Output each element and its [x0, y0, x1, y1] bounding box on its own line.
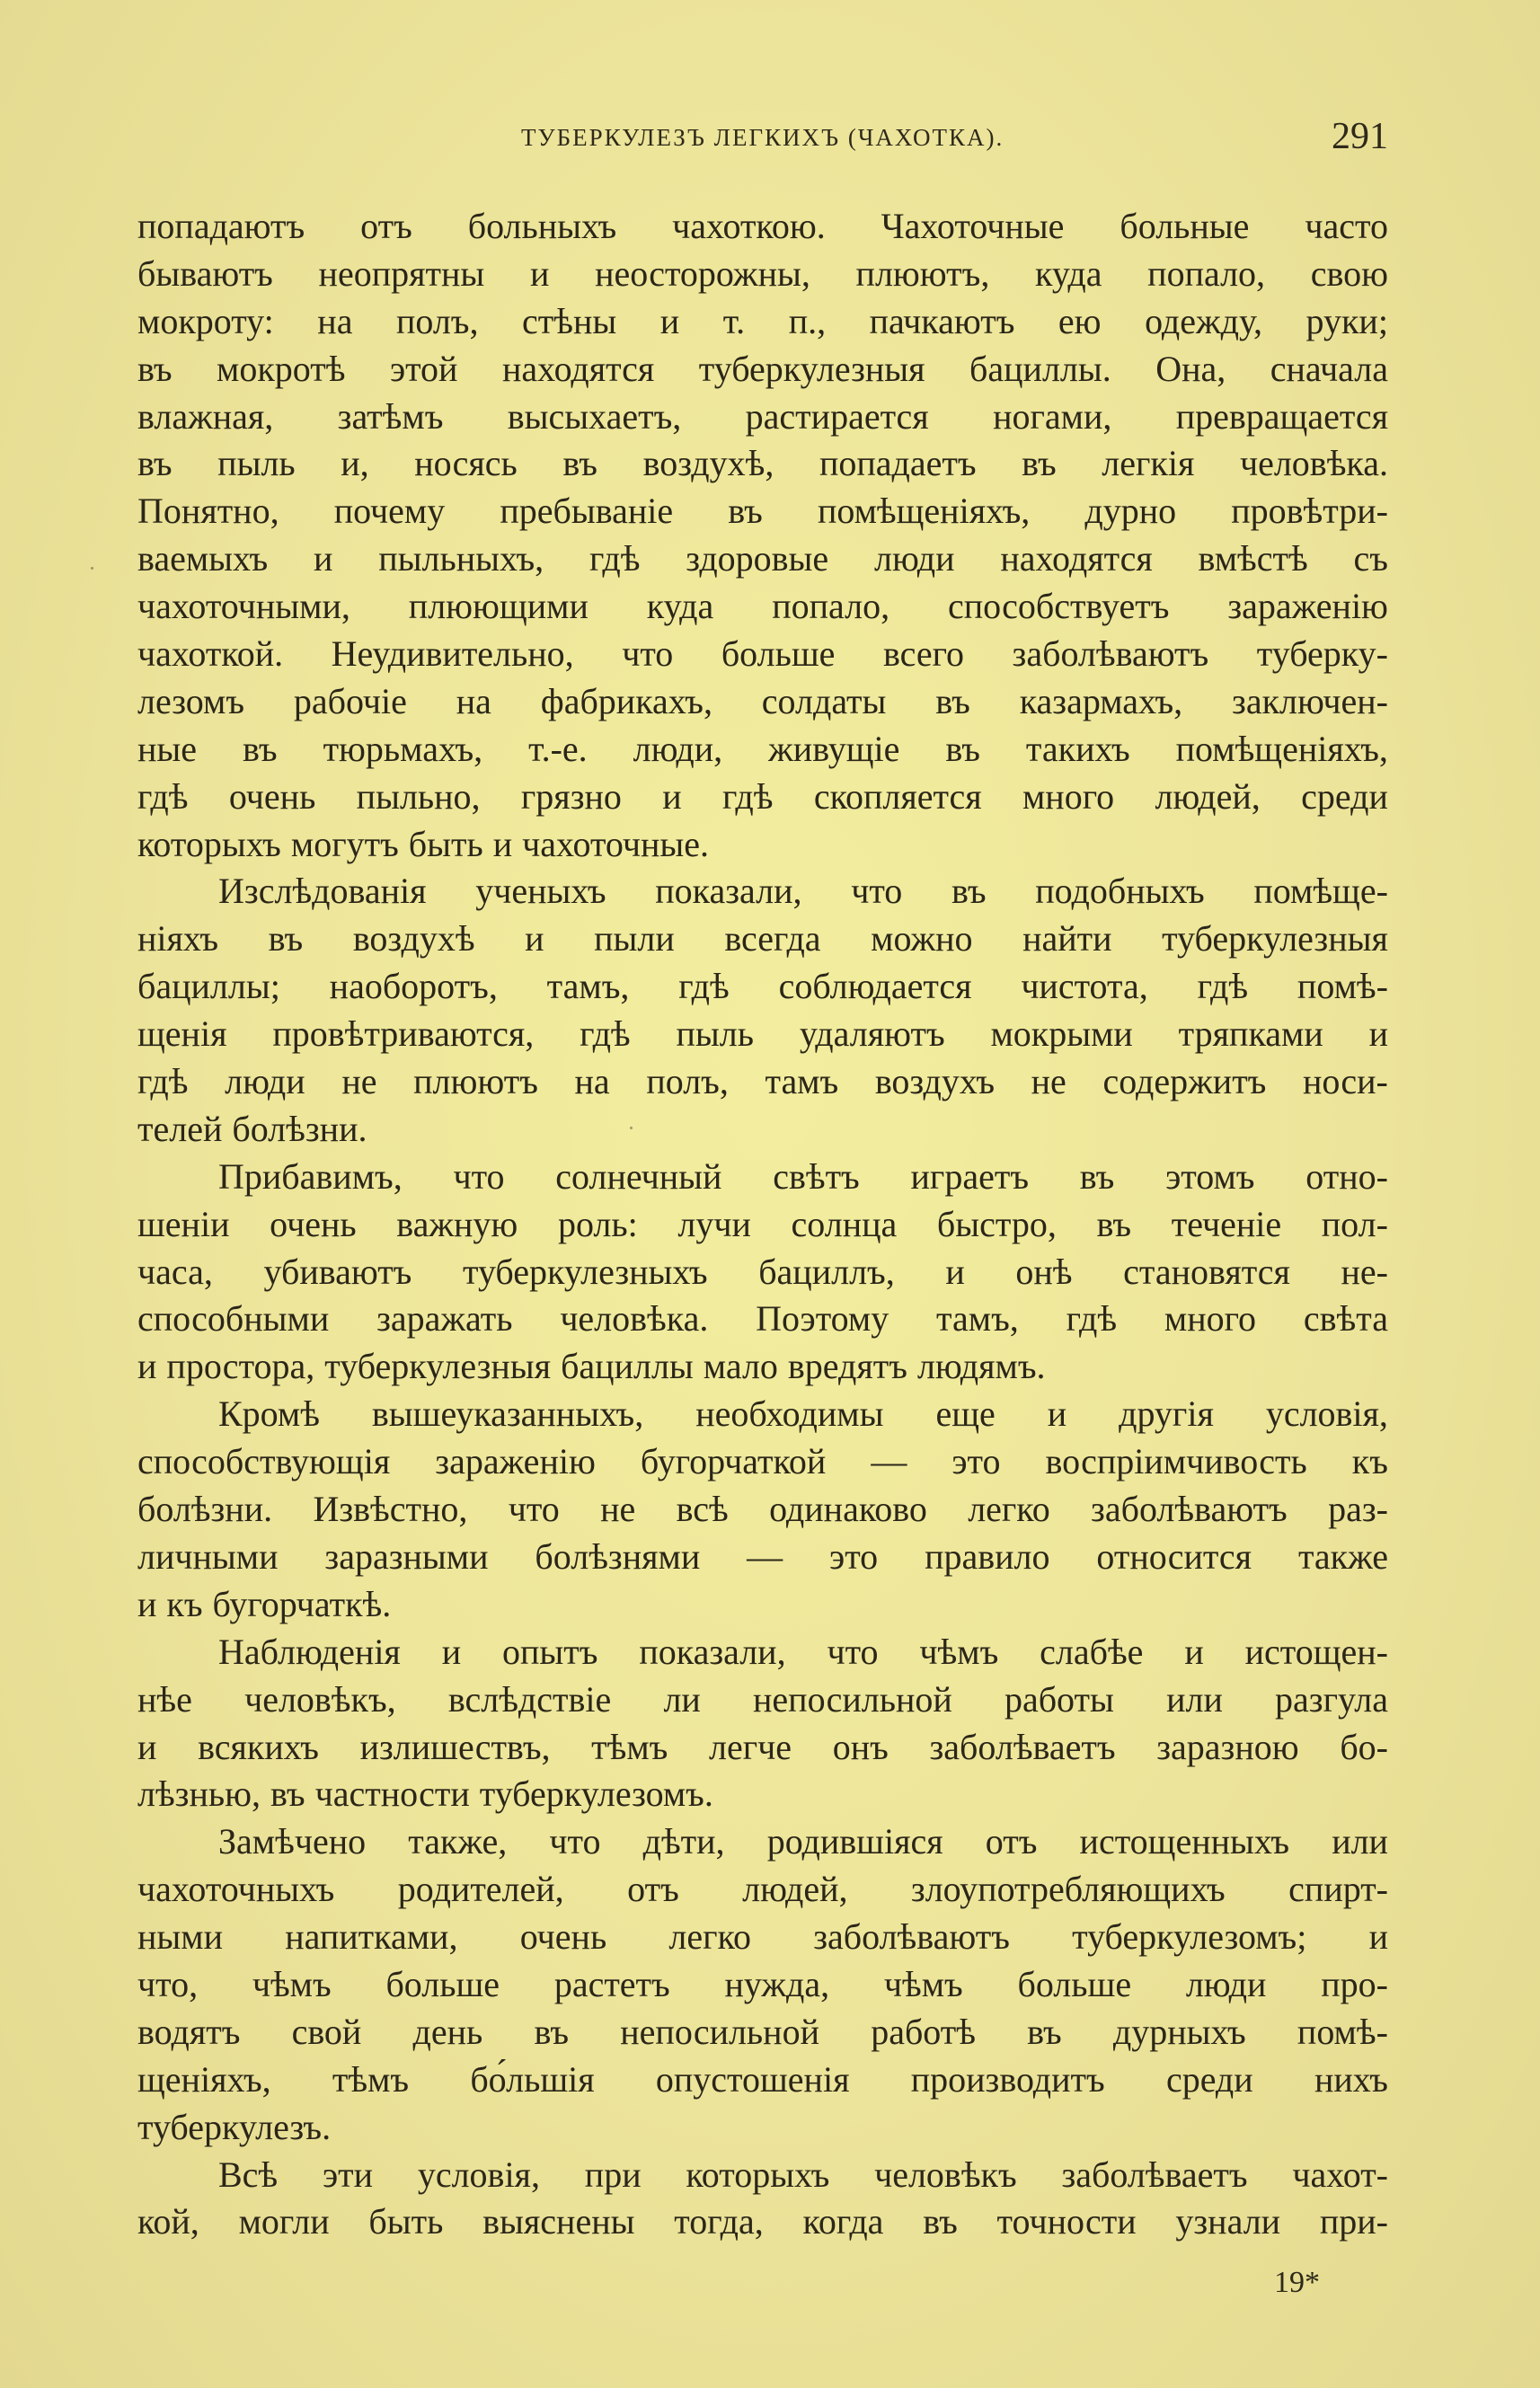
text-line: кой, могли быть выяснены тогда, когда въ точности узнали при-: [137, 2201, 1388, 2242]
text-line: бываютъ неопрятны и неосторожны, плюютъ, куда попало, свою: [137, 252, 1388, 294]
text-line: чахоточныхъ родителей, отъ людей, злоупотребляющихъ спирт-: [137, 1869, 1388, 1910]
text-line: Изслѣдованія ученыхъ показали, что въ подобныхъ помѣще-: [218, 871, 1388, 912]
text-line: ными напитками, очень легко заболѣваютъ туберкулезомъ; и: [137, 1916, 1388, 1958]
text-line: способными заражать человѣка. Поэтому тамъ, гдѣ много свѣта: [137, 1298, 1388, 1340]
text-line: что, чѣмъ больше растетъ нужда, чѣмъ больше люди про-: [137, 1963, 1388, 2004]
text-line: щеніяхъ, тѣмъ бо́льшія опустошенія производитъ среди нихъ: [137, 2058, 1388, 2100]
text-line: и всякихъ излишествъ, тѣмъ легче онъ заболѣваетъ заразною бо-: [137, 1726, 1388, 1767]
paper-speck: [91, 567, 93, 570]
paper-speck: [630, 1127, 633, 1129]
text-line: Понятно, почему пребываніе въ помѣщеніяхъ, дурно провѣтри-: [137, 491, 1388, 532]
text-line: Прибавимъ, что солнечный свѣтъ играетъ въ этомъ отно-: [218, 1155, 1388, 1197]
text-line: ніяхъ въ воздухѣ и пыли всегда можно найти туберкулезныя: [137, 918, 1388, 960]
running-head: ТУБЕРКУЛЕЗЪ ЛЕГКИХЪ (ЧАХОТКА).: [521, 124, 1005, 151]
text-line: ваемыхъ и пыльныхъ, гдѣ здоровые люди находятся вмѣстѣ съ: [137, 538, 1388, 579]
text-line: болѣзни. Извѣстно, что не всѣ одинаково легко заболѣваютъ раз-: [137, 1489, 1388, 1530]
text-line: и простора, туберкулезныя бациллы мало вредятъ людямъ.: [137, 1346, 1046, 1387]
text-line: бациллы; наоборотъ, тамъ, гдѣ соблюдается чистота, гдѣ помѣ-: [137, 966, 1388, 1007]
text-line: Всѣ эти условія, при которыхъ человѣкъ заболѣваетъ чахот-: [218, 2154, 1388, 2195]
text-line: Кромѣ вышеуказанныхъ, необходимы еще и другія условія,: [218, 1393, 1388, 1435]
text-line: мокроту: на полъ, стѣны и т. п., пачкаютъ ею одежду, руки;: [137, 300, 1388, 341]
text-line: часа, убиваютъ туберкулезныхъ бациллъ, и онѣ становятся не-: [137, 1251, 1388, 1292]
text-line: попадаютъ отъ больныхъ чахоткою. Чахоточные больные часто: [137, 206, 1388, 246]
text-line: лезомъ рабочіе на фабрикахъ, солдаты въ казармахъ, заключен-: [137, 680, 1388, 721]
text-line: въ пыль и, носясь въ воздухѣ, попадаетъ въ легкія человѣка.: [137, 443, 1388, 484]
text-line: щенія провѣтриваются, гдѣ пыль удаляютъ мокрыми тряпками и: [137, 1013, 1388, 1055]
signature-mark: 19*: [1274, 2266, 1320, 2299]
text-line: чахоткой. Неудивительно, что больше всего заболѣваютъ туберку-: [137, 633, 1388, 675]
text-line: нѣе человѣкъ, вслѣдствіе ли непосильной работы или разгула: [137, 1678, 1388, 1720]
text-line: ные въ тюрьмахъ, т.-е. люди, живущіе въ такихъ помѣщеніяхъ,: [137, 728, 1388, 769]
text-line: въ мокротѣ этой находятся туберкулезныя бациллы. Она, сначала: [137, 348, 1388, 389]
text-line: шеніи очень важную роль: лучи солнца быстро, въ теченіе пол-: [137, 1203, 1388, 1244]
text-line: телей болѣзни.: [137, 1108, 367, 1149]
text-line: водятъ свой день въ непосильной работѣ въ дурныхъ помѣ-: [137, 2011, 1388, 2052]
text-line: лѣзнью, въ частности туберкулезомъ.: [137, 1773, 713, 1815]
text-line: и къ бугорчаткѣ.: [137, 1583, 392, 1624]
text-line: Наблюденія и опытъ показали, что чѣмъ слабѣе и истощен-: [218, 1631, 1388, 1672]
page-number: 291: [1332, 116, 1388, 157]
text-line: способствующія зараженію бугорчаткой — это воспріимчивость къ: [137, 1441, 1388, 1482]
text-line: чахоточными, плюющими куда попало, способствуетъ зараженію: [137, 586, 1388, 627]
text-line: Замѣчено также, что дѣти, родившіяся отъ истощенныхъ или: [218, 1821, 1388, 1862]
text-line: личными заразными болѣзнями — это правило относится также: [137, 1535, 1388, 1577]
text-line: гдѣ очень пыльно, грязно и гдѣ скопляется много людей, среди: [137, 775, 1388, 817]
body-text: [137, 203, 1388, 2246]
text-line: которыхъ могутъ быть и чахоточные.: [137, 823, 710, 864]
text-line: туберкулезъ.: [137, 2106, 332, 2147]
text-line: гдѣ люди не плюютъ на полъ, тамъ воздухъ не содержитъ носи-: [137, 1061, 1388, 1102]
text-line: влажная, затѣмъ высыхаетъ, растирается ногами, превращается: [137, 395, 1388, 437]
